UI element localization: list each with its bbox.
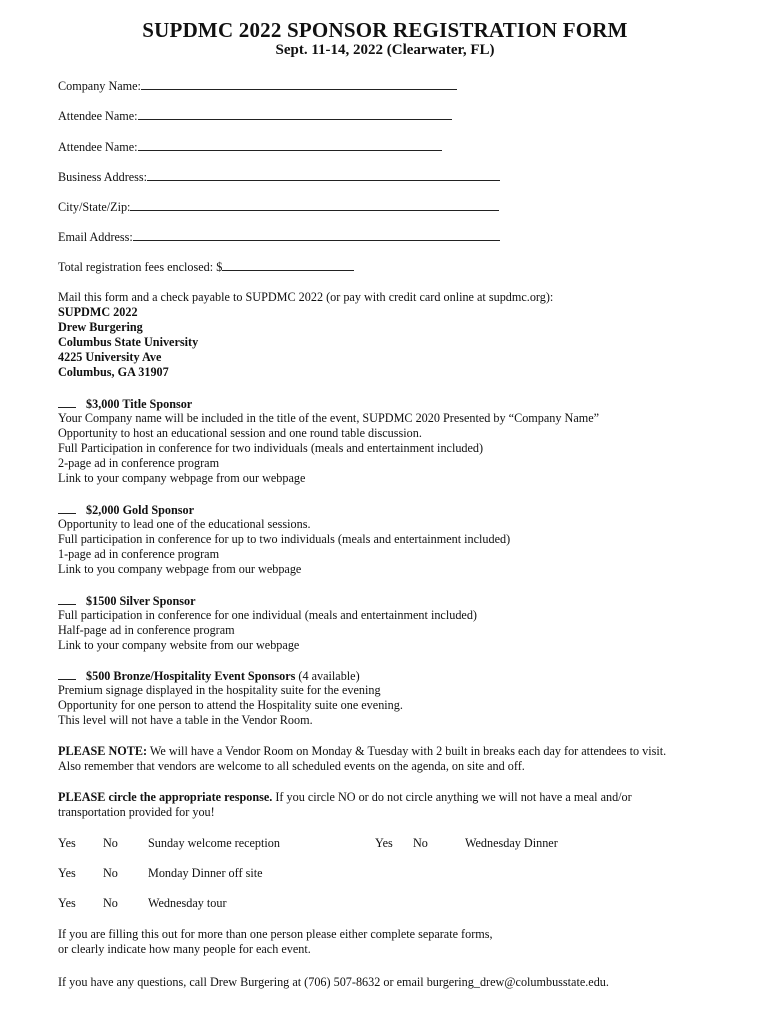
multi-person-note: If you are filling this out for more than one person please either complete separate forms,	[58, 927, 493, 941]
multi-person-note-line2: or clearly indicate how many people for each event.	[58, 942, 311, 956]
no-option[interactable]: No	[103, 836, 118, 850]
sponsor-bronze-heading[interactable]	[58, 668, 360, 684]
sponsor-gold-heading[interactable]	[58, 502, 194, 518]
field-label: Email Address:	[58, 230, 133, 244]
mail-line: SUPDMC 2022	[58, 305, 138, 319]
yes-option[interactable]: Yes	[58, 896, 76, 910]
benefit-line: 1-page ad in conference program	[58, 547, 220, 561]
registration-fees-field[interactable]	[58, 259, 354, 275]
circle-instructions-line2: transportation provided for you!	[58, 805, 215, 819]
mail-line: 4225 University Ave	[58, 350, 162, 364]
field-label: City/State/Zip:	[58, 200, 131, 214]
no-option[interactable]: No	[103, 896, 118, 910]
yes-option[interactable]: Yes	[58, 836, 76, 850]
benefit-line: Opportunity to lead one of the educational sessions.	[58, 517, 311, 531]
attendee-name-field[interactable]	[58, 108, 452, 124]
fill-line[interactable]	[138, 139, 442, 151]
company-name-field[interactable]	[58, 78, 457, 94]
fill-line[interactable]	[130, 199, 499, 211]
availability-note: (4 available)	[295, 669, 360, 683]
benefit-line: Opportunity for one person to attend the Hospitality suite one evening.	[58, 698, 403, 712]
sponsor-level: $2,000 Gold Sponsor	[86, 503, 195, 517]
benefit-line: Half-page ad in conference program	[58, 623, 235, 637]
sponsor-title-heading[interactable]	[58, 396, 192, 412]
email-address-field[interactable]	[58, 229, 500, 245]
sponsor-level: $3,000 Title Sponsor	[86, 397, 193, 411]
event-dates: Sept. 11-14, 2022 (Clearwater, FL)	[275, 42, 495, 58]
field-label: Business Address:	[58, 170, 148, 184]
field-label: Total registration fees enclosed: $	[58, 260, 223, 274]
field-label: Attendee Name:	[58, 140, 138, 154]
please-note-text: We will have a Vendor Room on Monday & Tuesday with 2 built in breaks each day for attendees to visit.	[147, 744, 667, 758]
benefit-line: Your Company name will be included in the title of the event, SUPDMC 2020 Presented by “Company Name”	[58, 411, 600, 425]
sponsor-silver-heading[interactable]	[58, 593, 195, 609]
no-option[interactable]: No	[103, 866, 118, 880]
benefit-line: Full participation in conference for one individual (meals and entertainment included)	[58, 608, 477, 622]
please-note-label: PLEASE NOTE:	[58, 744, 148, 758]
event-label: Monday Dinner off site	[148, 866, 263, 880]
circle-label: PLEASE circle the appropriate response.	[58, 790, 273, 804]
checkbox-blank[interactable]	[58, 502, 76, 514]
sponsor-level: $1500 Silver Sponsor	[86, 594, 196, 608]
circle-text: If you circle NO or do not circle anything we will not have a meal and/or	[272, 790, 632, 804]
benefit-line: Premium signage displayed in the hospitality suite for the evening	[58, 683, 381, 697]
form-title: SUPDMC 2022 SPONSOR REGISTRATION FORM	[142, 18, 628, 42]
fill-line[interactable]	[141, 78, 457, 90]
benefit-line: Full participation in conference for up to two individuals (meals and entertainment included)	[58, 532, 511, 546]
yes-option[interactable]: Yes	[58, 866, 76, 880]
benefit-line: Full Participation in conference for two individuals (meals and entertainment included)	[58, 441, 484, 455]
sponsor-level: $500 Bronze/Hospitality Event Sponsors	[86, 669, 296, 683]
benefit-line: Link to your company webpage from our webpage	[58, 471, 306, 485]
benefit-line: Opportunity to host an educational session and one round table discussion.	[58, 426, 422, 440]
mail-line: Columbus, GA 31907	[58, 365, 169, 379]
fill-line[interactable]	[222, 259, 354, 271]
event-label: Wednesday Dinner	[465, 836, 558, 850]
field-label: Company Name:	[58, 79, 141, 93]
event-label: Wednesday tour	[148, 896, 227, 910]
benefit-line: 2-page ad in conference program	[58, 456, 220, 470]
no-option[interactable]: No	[413, 836, 428, 850]
checkbox-blank[interactable]	[58, 593, 76, 605]
mail-line: Drew Burgering	[58, 320, 143, 334]
fill-line[interactable]	[133, 229, 500, 241]
attendee-name-field-2[interactable]	[58, 139, 442, 155]
mail-line: Columbus State University	[58, 335, 199, 349]
benefit-line: Link to your company website from our webpage	[58, 638, 300, 652]
event-label: Sunday welcome reception	[148, 836, 280, 850]
circle-instructions	[58, 790, 632, 805]
contact-info: If you have any questions, call Drew Burgering at (706) 507-8632 or email burgering_drew@columbusstate.edu.	[58, 975, 609, 989]
checkbox-blank[interactable]	[58, 668, 76, 680]
field-label: Attendee Name:	[58, 109, 138, 123]
mail-instructions: Mail this form and a check payable to SUPDMC 2022 (or pay with credit card online at supdmc.org):	[58, 290, 554, 304]
please-note	[58, 744, 666, 759]
checkbox-blank[interactable]	[58, 396, 76, 408]
fill-line[interactable]	[147, 169, 500, 181]
benefit-line: This level will not have a table in the Vendor Room.	[58, 713, 313, 727]
city-state-zip-field[interactable]	[58, 199, 499, 215]
benefit-line: Link to you company webpage from our webpage	[58, 562, 302, 576]
yes-option[interactable]: Yes	[375, 836, 393, 850]
business-address-field[interactable]	[58, 169, 500, 185]
please-note-line2: Also remember that vendors are welcome to all scheduled events on the agenda, on site and off.	[58, 759, 525, 773]
fill-line[interactable]	[138, 108, 452, 120]
